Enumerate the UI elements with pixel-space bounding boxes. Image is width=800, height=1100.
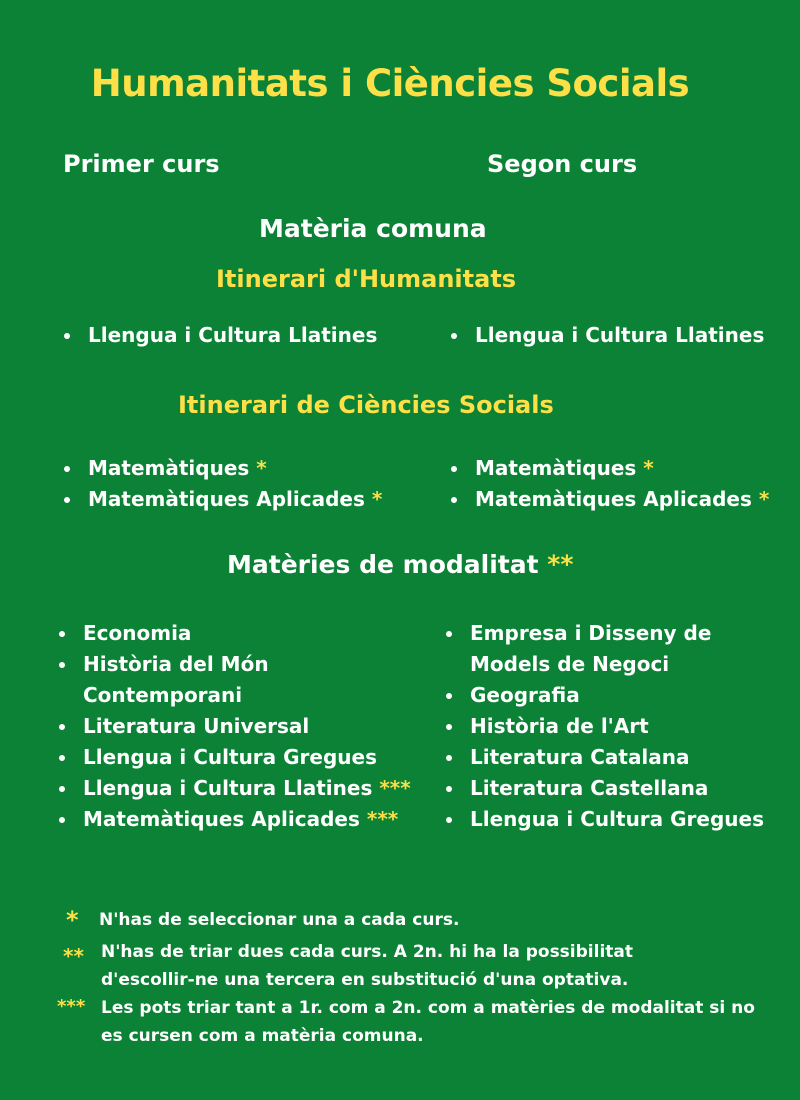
second-course-heading: Segon curs xyxy=(487,150,638,178)
footnote-mark: * xyxy=(256,456,267,480)
footnote-mark: *** xyxy=(379,776,411,800)
social-first-list xyxy=(62,453,382,515)
footnote-mark: *** xyxy=(57,996,86,1017)
list-item: Empresa i Disseny de Models de Negoci xyxy=(444,618,716,680)
list-item: Llengua i Cultura Gregues xyxy=(444,804,784,835)
list-item: Matemàtiques * xyxy=(449,453,769,484)
footnote-mark: * xyxy=(758,487,770,511)
list-item: Matemàtiques Aplicades * xyxy=(62,484,382,515)
list-item: Llengua i Cultura Llatines xyxy=(449,320,764,351)
footnote-mark: * xyxy=(371,487,383,511)
footnote-mark: * xyxy=(66,906,79,934)
social-second-list xyxy=(449,453,769,515)
footnote-text: N'has de triar dues cada curs. A 2n. hi ha la possibilitat d'escollir-ne una tercera en substitució d'una optativa. xyxy=(101,942,634,990)
list-item: Matemàtiques Aplicades * xyxy=(449,484,769,515)
list-item: Matemàtiques Aplicades *** xyxy=(57,804,429,835)
footnote-mark: *** xyxy=(366,807,399,831)
footnote-mark: ** xyxy=(63,944,84,968)
humanities-second-list xyxy=(449,320,764,351)
list-item: Història de l'Art xyxy=(444,711,784,742)
list-item: Llengua i Cultura Gregues xyxy=(57,742,429,773)
humanities-first-list xyxy=(62,320,377,351)
list-item: Literatura Catalana xyxy=(444,742,784,773)
social-itinerary-heading: Itinerari de Ciències Socials xyxy=(178,391,554,419)
footnote-text: Les pots triar tant a 1r. com a 2n. com a matèries de modalitat si no es cursen com a matèria comuna. xyxy=(101,998,755,1046)
footnote-mark: ** xyxy=(547,550,574,579)
modality-second-list xyxy=(444,618,784,835)
page-title: Humanitats i Ciències Socials xyxy=(90,62,690,105)
modality-first-list xyxy=(57,618,429,835)
list-item: Història del Món Contemporani xyxy=(57,649,283,711)
list-item: Literatura Castellana xyxy=(444,773,784,804)
list-item: Matemàtiques * xyxy=(62,453,382,484)
humanities-itinerary-heading: Itinerari d'Humanitats xyxy=(216,265,517,293)
list-item: Geografia xyxy=(444,680,784,711)
common-subject-heading: Matèria comuna xyxy=(259,214,487,243)
footnote-mark: * xyxy=(643,456,654,480)
modality-heading: Matèries de modalitat ** xyxy=(227,550,574,579)
list-item: Llengua i Cultura Llatines xyxy=(62,320,377,351)
footnote-text: N'has de seleccionar una a cada curs. xyxy=(99,910,460,930)
list-item: Literatura Universal xyxy=(57,711,429,742)
list-item: Llengua i Cultura Llatines *** xyxy=(57,773,429,804)
list-item: Economia xyxy=(57,618,429,649)
first-course-heading: Primer curs xyxy=(63,150,220,178)
